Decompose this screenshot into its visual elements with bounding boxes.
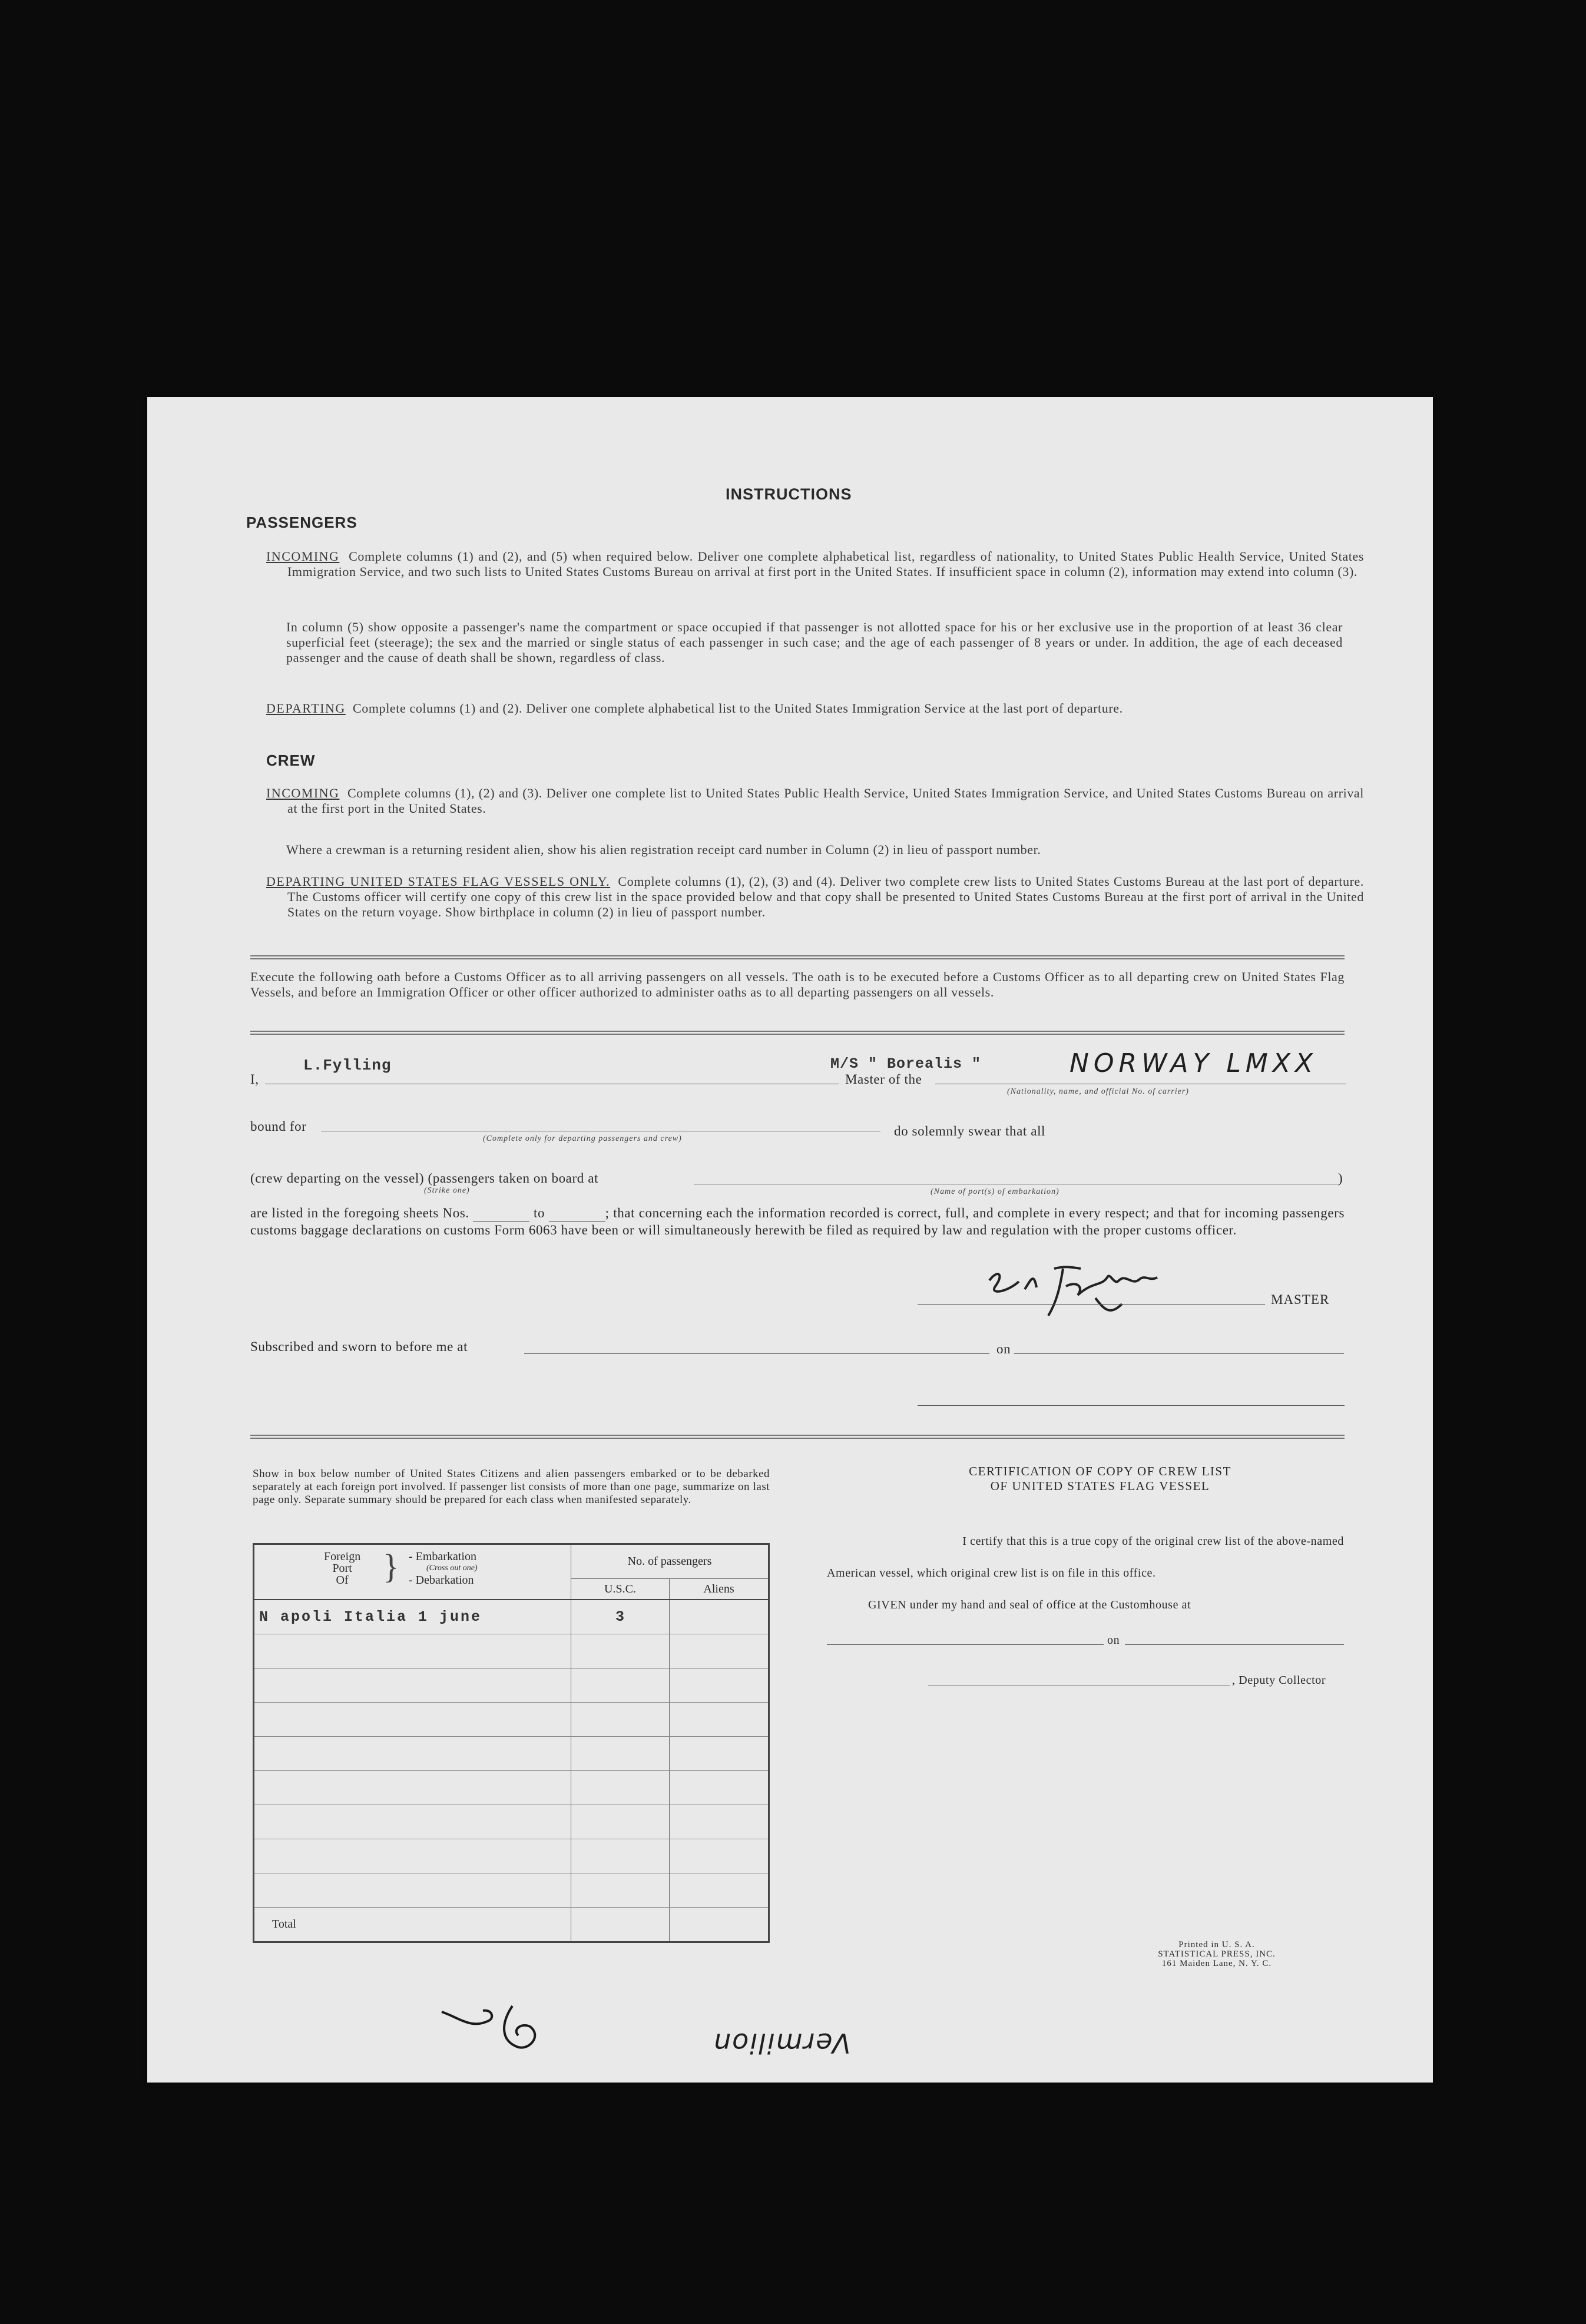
master-name-field[interactable]: L.Fylling [303,1057,392,1074]
aliens-cell[interactable] [670,1805,769,1839]
total-aliens[interactable] [670,1908,769,1942]
master-signature-mark [978,1245,1166,1322]
departing-lead: DEPARTING [266,701,346,716]
passenger-summary-table [253,1543,770,1943]
printer-line-1: Printed in U. S. A. [1178,1940,1255,1949]
port-cell[interactable] [254,1737,571,1771]
incoming-lead: INCOMING [266,549,340,564]
table-row [254,1737,769,1771]
port-cell[interactable] [254,1839,571,1873]
row1-port[interactable]: N apoli Italia 1 june [254,1600,571,1634]
port-header-labels [324,1551,360,1586]
printer-line-3: 161 Maiden Lane, N. Y. C. [1161,1959,1272,1968]
strike-caption: (Strike one) [424,1186,470,1195]
table-row [254,1805,769,1839]
port-label-of: Of [336,1574,349,1587]
passengers-heading: PASSENGERS [246,514,357,531]
row1-usc[interactable]: 3 [571,1600,670,1634]
usc-header: U.S.C. [571,1579,670,1600]
table-row [254,1600,769,1634]
embark-debark-labels [409,1551,478,1586]
port-header-cell [254,1544,571,1600]
passengers-departing-instruction [266,701,1364,716]
handwritten-number-mark [436,1994,554,2059]
table-row [254,1703,769,1737]
certification-date-line[interactable] [1125,1644,1344,1645]
master-label: MASTER [1271,1292,1330,1307]
subscribed-label: Subscribed and sworn to before me at [250,1339,468,1354]
bound-for-label: bound for [250,1119,307,1134]
subscribed-place-line[interactable] [524,1353,989,1354]
certification-title-2: OF UNITED STATES FLAG VESSEL [990,1479,1210,1493]
sheet-from-field[interactable] [473,1205,529,1222]
officer-signature-line[interactable] [918,1405,1345,1406]
table-row [254,1668,769,1703]
cross-out-label: (Cross out one) [426,1564,478,1572]
port-cell[interactable] [254,1703,571,1737]
certification-line-2: American vessel, which original crew list is on file in this office. [827,1567,1156,1580]
departing-text: Complete columns (1) and (2). Deliver one complete alphabetical list to the United States Immigration Service at the last port of departure. [353,701,1123,716]
oath-instruction: Execute the following oath before a Customs Officer as to all arriving passengers on all vessels. The oath is to be executed before a Customs Officer as to all departing crew on United States Flag Vessels, and before an Immigration Officer or other officer authorized to administer oaths as to all departing passengers on all vessels. [250,969,1345,999]
port-cell[interactable] [254,1634,571,1668]
divider [250,955,1345,959]
flag-text: Complete columns (1), (2), (3) and (4). Deliver two complete crew lists to United States Customs Bureau at the last port of departure. The Customs officer will certify one copy of this crew list in the space provided below and that copy shall be presented to United States Customs Bureau at the first port of arrival in the United States on the return voyage. Show birthplace in column (2) in lieu of passport number. [287,874,1364,919]
passengers-incoming-instruction [266,549,1364,580]
incoming-text: Complete columns (1) and (2), and (5) when required below. Deliver one complete alphabetical list, regardless of nationality, to United States Public Health Service, United States Immigration Service, and two such lists to United States Customs Bureau on arrival at first port in the United States. If insufficient space in column (2), information may extend into column (3). [287,549,1365,579]
divider [250,1031,1345,1035]
certification-on-label: on [1107,1634,1120,1647]
usc-cell[interactable] [571,1634,670,1668]
port-caption: (Name of port(s) of embarkation) [931,1187,1059,1196]
port-label-foreign: Foreign [324,1550,361,1563]
bound-caption: (Complete only for departing passengers and crew) [483,1134,682,1143]
port-cell[interactable] [254,1805,571,1839]
vessel-nationality-handwritten: NORWAY LMXX [1070,1048,1318,1078]
aliens-header: Aliens [670,1579,769,1600]
port-cell[interactable] [254,1873,571,1908]
vessel-name-field[interactable]: M/S " Borealis " [830,1055,982,1072]
total-usc[interactable] [571,1908,670,1942]
total-row [254,1908,769,1942]
certification-title-1: CERTIFICATION OF COPY OF CREW LIST [969,1464,1231,1478]
vessel-caption: (Nationality, name, and official No. of carrier) [1007,1087,1189,1096]
subscribed-date-line[interactable] [1014,1353,1344,1354]
handwritten-vermilion: Vermilion [713,2027,851,2059]
sheets-to: to [533,1206,545,1220]
certification-line-3: GIVEN under my hand and seal of office at the Customhouse at [868,1598,1191,1611]
aliens-cell[interactable] [670,1771,769,1805]
deputy-collector-label: , Deputy Collector [1232,1674,1326,1687]
column5-instruction: In column (5) show opposite a passenger's name the compartment or space occupied if that passenger is not allotted space for his or her exclusive use in the proportion of at least 36 clear superficial feet (steerage); the sex and the married or single status of each passenger in such case; and the age of each passenger of 8 years or under. In addition, the age of each deceased passenger and the cause of death shall be shown, regardless of class. [286,620,1343,665]
total-label: Total [254,1908,571,1942]
usc-cell[interactable] [571,1805,670,1839]
aliens-cell[interactable] [670,1703,769,1737]
flag-vessel-instruction [266,874,1364,920]
crew-incoming-text: Complete columns (1), (2) and (3). Deliver one complete list to United States Public Health Service, United States Immigration Service, and United States Customs Bureau on arrival at the first port in the United States. [287,786,1364,816]
usc-cell[interactable] [571,1703,670,1737]
printer-line-2: STATISTICAL PRESS, INC. [1158,1949,1276,1959]
crew-passengers-strike: (crew departing on the vessel) (passengers taken on board at [250,1171,598,1186]
aliens-cell[interactable] [670,1634,769,1668]
crew-heading: CREW [266,752,316,769]
aliens-cell[interactable] [670,1737,769,1771]
table-row [254,1771,769,1805]
port-cell[interactable] [254,1668,571,1703]
sheet-to-field[interactable] [549,1205,605,1222]
port-label-port: Port [332,1562,352,1575]
flag-lead: DEPARTING UNITED STATES FLAG VESSELS ONLY. [266,874,611,889]
usc-cell[interactable] [571,1737,670,1771]
aliens-cell[interactable] [670,1873,769,1908]
table-row [254,1839,769,1873]
sheets-statement [250,1205,1345,1239]
certification-line-1: I certify that this is a true copy of the original crew list of the above-named [962,1535,1344,1548]
sheets-text-2: ; that concerning each the information recorded is correct, full, and complete in every respect; and that for incoming passengers customs baggage declarations on customs Form 6063 have been or will simultaneously herewith be filed as required by law and regulation with the proper customs officer. [250,1206,1345,1237]
subscribed-on-label: on [996,1342,1011,1356]
usc-cell[interactable] [571,1771,670,1805]
row1-aliens[interactable] [670,1600,769,1634]
signature-line [918,1304,1265,1305]
usc-cell[interactable] [571,1873,670,1908]
embarkation-label: - Embarkation [409,1550,476,1563]
oath-i-label: I, [250,1072,259,1087]
brace-icon: } [383,1547,399,1585]
aliens-cell[interactable] [670,1668,769,1703]
crewman-instruction: Where a crewman is a returning resident alien, show his alien registration receipt card number in Column (2) in lieu of passport number. [286,842,1041,857]
aliens-cell[interactable] [670,1839,769,1873]
certification-title [923,1464,1277,1494]
printer-imprint [1128,1940,1305,1968]
close-paren: ) [1338,1171,1343,1186]
sheets-text-1: are listed in the foregoing sheets Nos. [250,1206,469,1220]
table-row [254,1873,769,1908]
port-cell[interactable] [254,1771,571,1805]
table-row [254,1634,769,1668]
debarkation-label: - Debarkation [409,1574,474,1587]
swear-label: do solemnly swear that all [894,1124,1046,1138]
document-page [147,397,1433,2083]
divider [250,1435,1345,1439]
no-passengers-header: No. of passengers [571,1544,769,1579]
instructions-title: INSTRUCTIONS [726,485,852,503]
customhouse-line[interactable] [827,1644,1104,1645]
box-note: Show in box below number of United States Citizens and alien passengers embarked or to be debarked separately at each foreign port involved. If passenger list consists of more than one page, summarize on last page only. Separate summary should be prepared for each class when manifested separately. [253,1468,770,1506]
usc-cell[interactable] [571,1839,670,1873]
master-of-label: Master of the [845,1072,922,1087]
crew-incoming-instruction [266,786,1364,816]
usc-cell[interactable] [571,1668,670,1703]
crew-incoming-lead: INCOMING [266,786,340,800]
